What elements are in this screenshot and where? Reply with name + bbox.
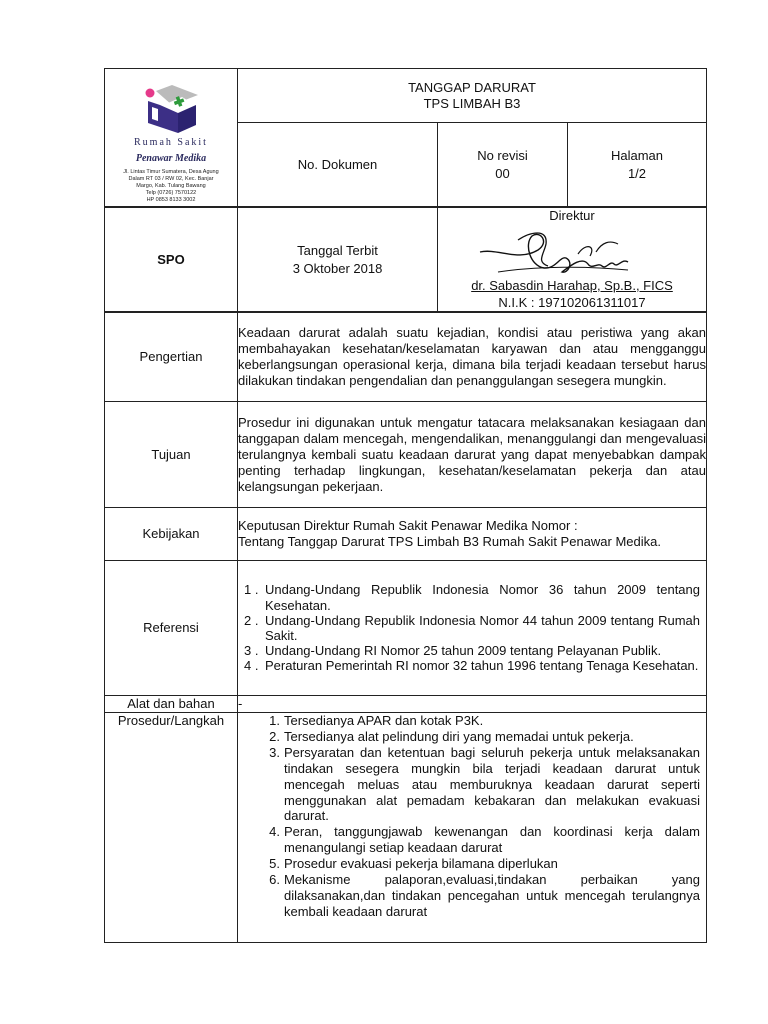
no-dokumen-label: No. Dokumen (297, 156, 378, 172)
list-item: 3 . Undang-Undang RI Nomor 25 tahun 2009 tentang Pelayanan Publik. (244, 643, 662, 659)
spo-content-table (104, 311, 707, 943)
hospital-logo-block (105, 69, 238, 207)
tujuan-label: Tujuan (105, 402, 238, 508)
halaman-cell (568, 123, 707, 207)
hospital-brand: Penawar Medika (135, 153, 207, 164)
list-item: 3. Persyaratan dan ketentuan bagi seluruh pekerja untuk melaksanakan tindakan sesegera mungkin bila terjadi keadaan darurat untuk mencegah meluas atau memburuknya keadaan darurat seperti menggunakan alat pemadam kebakaran dan melakukan evakuasi darurat. (269, 744, 700, 824)
list-item: 4 . Peraturan Pemerintah RI nomor 32 tahun 1996 tentang Tenaga Kesehatan. (244, 658, 699, 674)
director-signature (478, 222, 638, 284)
direktur-name: dr. Sabasdin Harahap, Sp.B., FICS (471, 278, 673, 293)
pengertian-label: Pengertian (105, 312, 238, 402)
pengertian-text: Keadaan darurat adalah suatu kejadian, kondisi atau peristiwa yang akan membahayakan kesehatan/keselamatan karyawan dan atau mengganggu keberlangsungan operasional kerja, dimana bila terjadi keadaan tersebut harus dilakukan tindakan pengendalian dan penanggulangan sesegera mungkin. (238, 312, 707, 402)
alat-label: Alat dan bahan (105, 696, 238, 713)
list-item: 2. Tersedianya alat pelindung diri yang memadai untuk pekerja. (269, 728, 634, 744)
kebijakan-line1: Keputusan Direktur Rumah Sakit Penawar Medika Nomor : (238, 518, 578, 533)
list-item: 1. Tersedianya APAR dan kotak P3K. (269, 713, 484, 728)
referensi-list (238, 582, 706, 673)
hospital-logo-icon (138, 83, 204, 133)
tanggal-terbit-value: 3 Oktober 2018 (292, 261, 383, 276)
hospital-name: Rumah Sakit (134, 137, 208, 148)
direktur-cell (438, 208, 707, 313)
kebijakan-text (238, 508, 707, 561)
hospital-address: Jl. Lintas Timur Sumatera, Desa Agung Dalam RT 03 / RW 02, Kec. Banjar Margo, Kab. Tulang Bawang Telp (0726) 7570122 HP 0853 8133 3002 (123, 169, 219, 203)
list-item: 6. Mekanisme palaporan,evaluasi,tindakan perbaikan yang dilaksanakan,dan tindakan pencegahan untuk mencegah terulangnya kembali keadaan darurat (269, 872, 700, 919)
spo-label: SPO (105, 208, 238, 313)
spo-table (104, 68, 707, 207)
direktur-label: Direktur (549, 208, 595, 223)
halaman-label: Halaman (610, 147, 664, 163)
referensi-label: Referensi (105, 561, 238, 696)
list-item: 1 . Undang-Undang Republik Indonesia Nomor 36 tahun 2009 tentang Kesehatan. (244, 582, 700, 613)
list-item: 2 . Undang-Undang Republik Indonesia Nomor 44 tahun 2009 tentang Rumah Sakit. (244, 612, 700, 643)
tujuan-text: Prosedur ini digunakan untuk mengatur tatacara melaksanakan kesiagaan dan tanggapan dalam mencegah, mengendalikan, menanggulangi dan mengevaluasi terulangnya kembali suatu keadaan darurat yang dapat menyebabkan dampak penting terhadap lingkungan, kesehatan/keselamatan pekerja dan atau kelangsungan pekerjaan. (238, 402, 707, 508)
kebijakan-line2: Tentang Tanggap Darurat TPS Limbah B3 Rumah Sakit Penawar Medika. (238, 534, 661, 549)
prosedur-list (238, 713, 706, 920)
prosedur-cell (238, 713, 707, 943)
no-revisi-cell (438, 123, 568, 207)
document-title: TANGGAP DARURAT TPS LIMBAH B3 (238, 69, 707, 123)
list-item: 5. Prosedur evakuasi pekerja bilamana diperlukan (269, 856, 558, 872)
referensi-cell (238, 561, 707, 696)
halaman-value: 1/2 (627, 165, 647, 181)
no-dokumen-cell (238, 123, 438, 207)
no-revisi-label: No revisi (477, 147, 528, 163)
tanggal-terbit-cell (238, 208, 438, 313)
tanggal-terbit-label: Tanggal Terbit (297, 243, 378, 258)
prosedur-label: Prosedur/Langkah (105, 713, 238, 943)
alat-value: - (238, 696, 707, 713)
list-item: 4. Peran, tanggungjawab kewenangan dan koordinasi kerja dalam menangulangi setiap keadaan darurat (269, 824, 700, 856)
spo-body-table (104, 207, 707, 313)
direktur-nik: N.I.K : 197102061311017 (498, 295, 646, 310)
no-revisi-value: 00 (495, 165, 510, 181)
kebijakan-label: Kebijakan (105, 508, 238, 561)
